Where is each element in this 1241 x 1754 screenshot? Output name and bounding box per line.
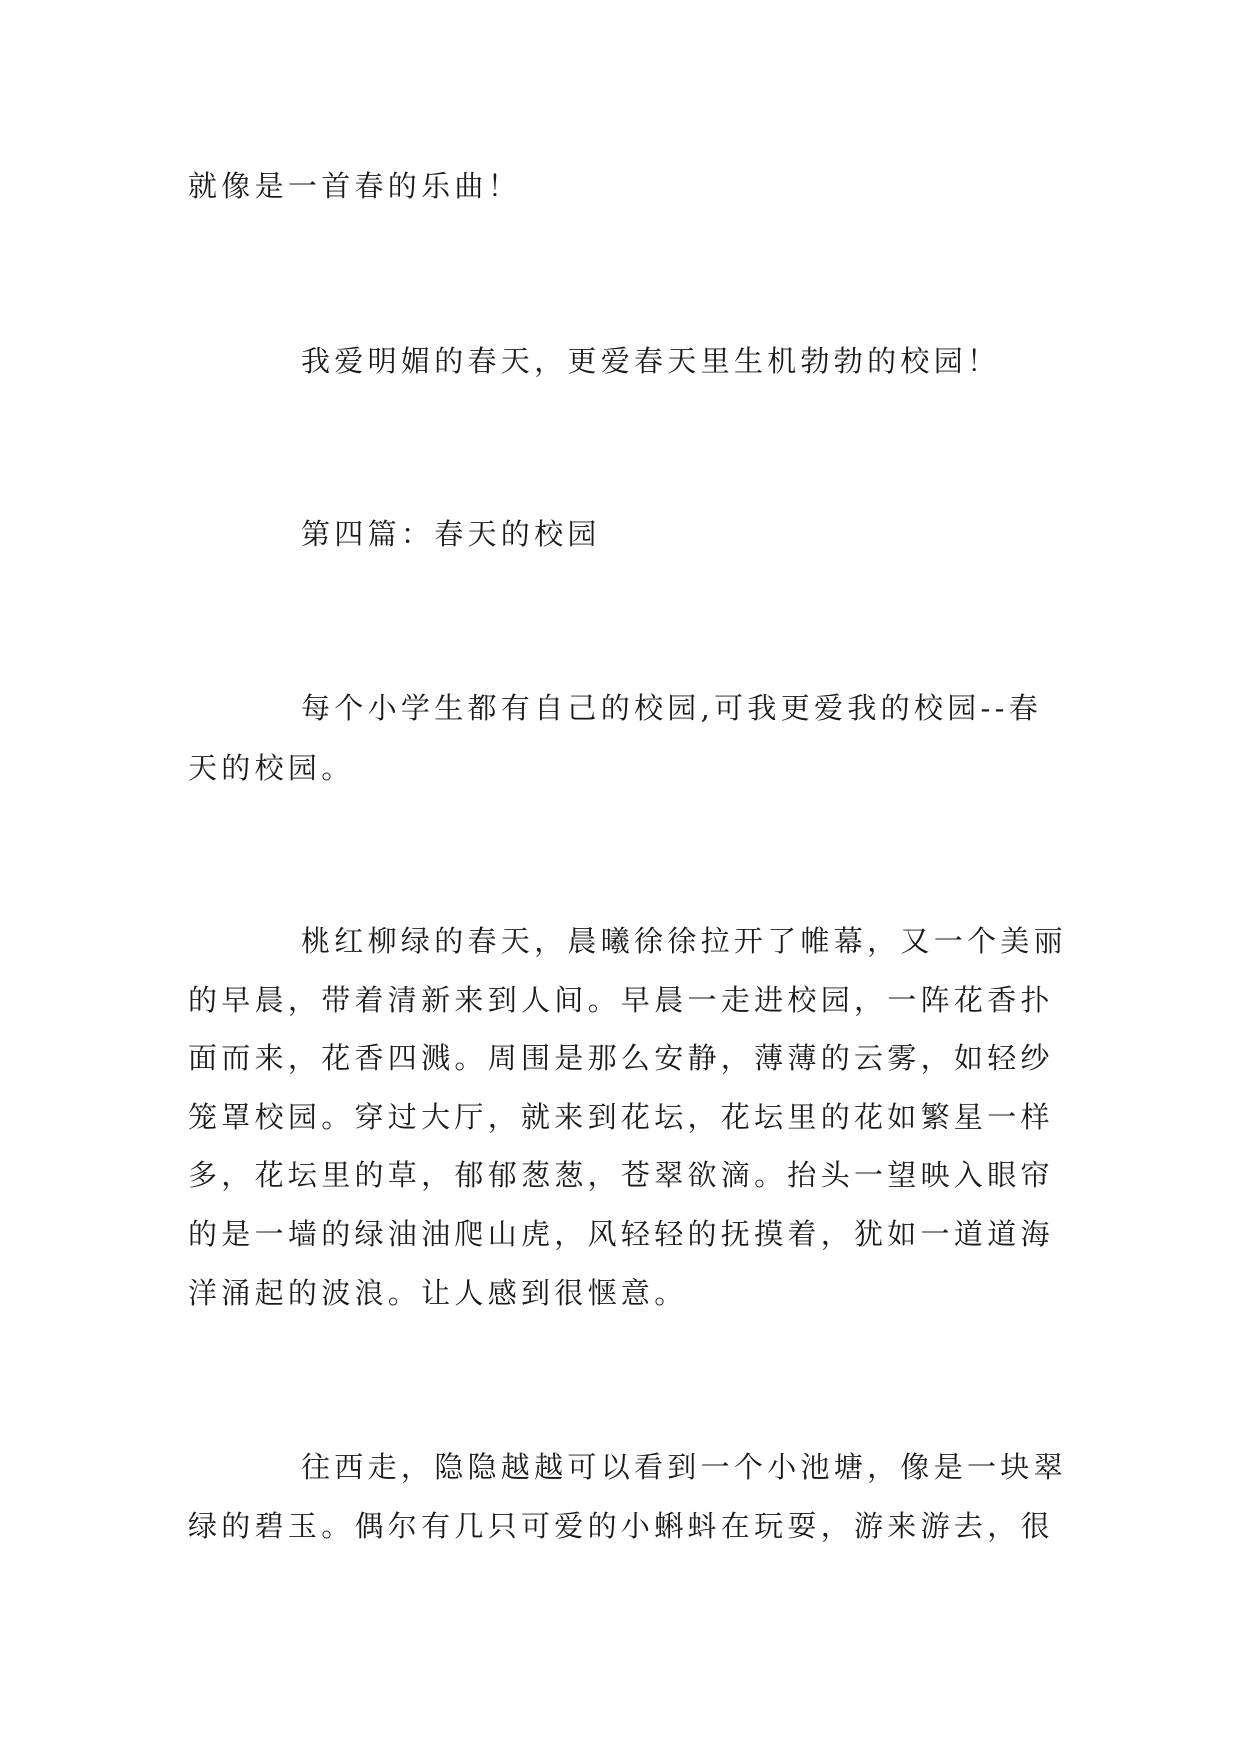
- text-line: 笼罩校园。穿过大厅，就来到花坛，花坛里的花如繁星一样: [188, 1100, 1054, 1134]
- text-line: 多，花坛里的草，郁郁葱葱，苍翠欲滴。抬头一望映入眼帘: [188, 1158, 1054, 1192]
- text-line: 的早晨，带着清新来到人间。早晨一走进校园，一阵花香扑: [188, 983, 1054, 1017]
- text-line: 天的校园。: [188, 751, 355, 785]
- text-line: 洋涌起的波浪。让人感到很惬意。: [188, 1276, 688, 1310]
- text-line: 的是一墙的绿油油爬山虎，风轻轻的抚摸着，犹如一道道海: [188, 1217, 1054, 1251]
- text-line: 面而来，花香四溅。周围是那么安静，薄薄的云雾，如轻纱: [188, 1041, 1054, 1075]
- text-line: 绿的碧玉。偶尔有几只可爱的小蝌蚪在玩耍，游来游去，很: [188, 1509, 1054, 1543]
- text-line: 就像是一首春的乐曲！: [188, 169, 522, 203]
- text-line: 我爱明媚的春天，更爱春天里生机勃勃的校园！: [301, 344, 1001, 378]
- text-line: 往西走，隐隐越越可以看到一个小池塘，像是一块翠: [301, 1450, 1067, 1484]
- text-line: 桃红柳绿的春天，晨曦徐徐拉开了帷幕，又一个美丽: [301, 924, 1067, 958]
- section-heading: 第四篇：春天的校园: [301, 517, 601, 551]
- text-line: 每个小学生都有自己的校园,可我更爱我的校园--春: [301, 691, 1043, 725]
